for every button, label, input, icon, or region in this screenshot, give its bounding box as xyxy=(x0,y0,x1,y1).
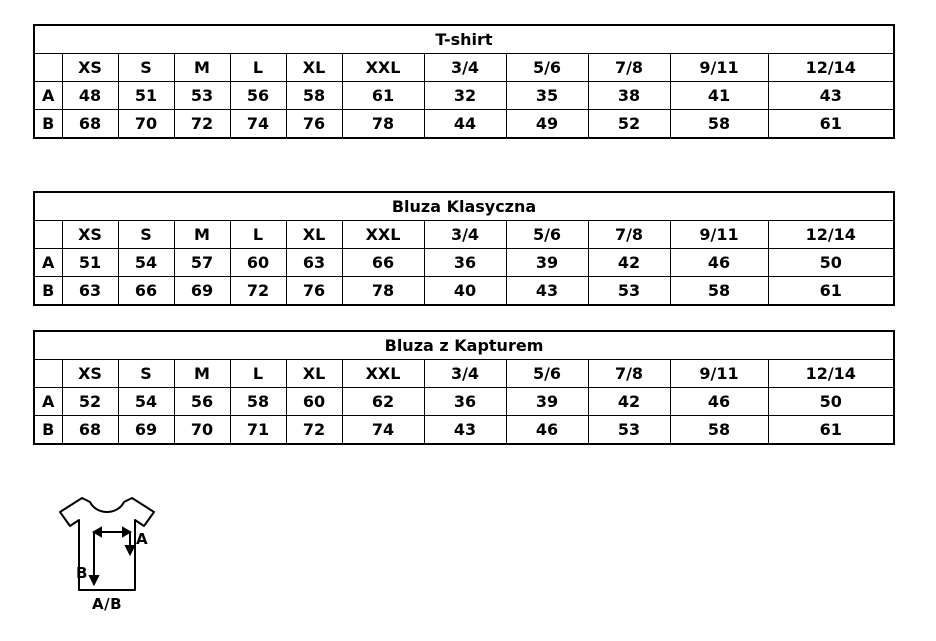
cell: 72 xyxy=(230,277,286,306)
cell: 43 xyxy=(506,277,588,306)
row-label: B xyxy=(34,277,62,306)
corner-cell xyxy=(34,360,62,388)
table-title-row xyxy=(34,331,894,360)
cell: 61 xyxy=(768,416,894,445)
cell: 72 xyxy=(286,416,342,445)
cell: 63 xyxy=(62,277,118,306)
cell: 76 xyxy=(286,110,342,139)
cell: 57 xyxy=(174,249,230,277)
cell: 51 xyxy=(62,249,118,277)
table-row xyxy=(34,277,894,306)
column-header: M xyxy=(174,360,230,388)
cell: 52 xyxy=(62,388,118,416)
table-title-row xyxy=(34,25,894,54)
cell: 61 xyxy=(768,110,894,139)
cell: 72 xyxy=(174,110,230,139)
cell: 44 xyxy=(424,110,506,139)
cell: 71 xyxy=(230,416,286,445)
table-title-row xyxy=(34,192,894,221)
cell: 68 xyxy=(62,416,118,445)
column-header: 5/6 xyxy=(506,360,588,388)
cell: 32 xyxy=(424,82,506,110)
table-title: Bluza Klasyczna xyxy=(34,192,894,221)
column-header: S xyxy=(118,221,174,249)
column-header: 7/8 xyxy=(588,54,670,82)
cell: 39 xyxy=(506,388,588,416)
cell: 35 xyxy=(506,82,588,110)
diagram-label-a: A xyxy=(136,530,148,548)
corner-cell xyxy=(34,54,62,82)
table-row xyxy=(34,416,894,445)
cell: 53 xyxy=(174,82,230,110)
cell: 70 xyxy=(174,416,230,445)
cell: 46 xyxy=(670,388,768,416)
cell: 58 xyxy=(670,277,768,306)
table-row xyxy=(34,110,894,139)
cell: 69 xyxy=(118,416,174,445)
cell: 42 xyxy=(588,249,670,277)
cell: 58 xyxy=(286,82,342,110)
column-header: M xyxy=(174,54,230,82)
cell: 78 xyxy=(342,110,424,139)
cell: 69 xyxy=(174,277,230,306)
cell: 46 xyxy=(506,416,588,445)
cell: 40 xyxy=(424,277,506,306)
column-header: 9/11 xyxy=(670,221,768,249)
diagram-caption: A/B xyxy=(91,595,123,613)
cell: 78 xyxy=(342,277,424,306)
table-header-row xyxy=(34,54,894,82)
page-title: T-shirt xyxy=(34,25,894,54)
cell: 66 xyxy=(342,249,424,277)
cell: 49 xyxy=(506,110,588,139)
row-label: A xyxy=(34,388,62,416)
table-row xyxy=(34,388,894,416)
cell: 39 xyxy=(506,249,588,277)
cell: 58 xyxy=(670,416,768,445)
column-header: 5/6 xyxy=(506,221,588,249)
cell: 74 xyxy=(230,110,286,139)
column-header: 9/11 xyxy=(670,360,768,388)
column-header: XS xyxy=(62,360,118,388)
cell: 50 xyxy=(768,249,894,277)
cell: 62 xyxy=(342,388,424,416)
cell: 53 xyxy=(588,277,670,306)
column-header: 12/14 xyxy=(768,221,894,249)
table-row xyxy=(34,82,894,110)
column-header: 7/8 xyxy=(588,221,670,249)
row-label: B xyxy=(34,416,62,445)
size-table-bluza-klasyczna xyxy=(33,191,895,306)
cell: 68 xyxy=(62,110,118,139)
table-row xyxy=(34,249,894,277)
cell: 58 xyxy=(230,388,286,416)
cell: 61 xyxy=(342,82,424,110)
cell: 51 xyxy=(118,82,174,110)
cell: 58 xyxy=(670,110,768,139)
cell: 43 xyxy=(424,416,506,445)
cell: 53 xyxy=(588,416,670,445)
cell: 41 xyxy=(670,82,768,110)
cell: 60 xyxy=(230,249,286,277)
column-header: 9/11 xyxy=(670,54,768,82)
cell: 36 xyxy=(424,388,506,416)
column-header: S xyxy=(118,360,174,388)
size-table-bluza-z-kapturem xyxy=(33,330,895,445)
column-header: XXL xyxy=(342,360,424,388)
row-label: B xyxy=(34,110,62,139)
table-header-row xyxy=(34,360,894,388)
cell: 50 xyxy=(768,388,894,416)
column-header: 3/4 xyxy=(424,221,506,249)
cell: 54 xyxy=(118,249,174,277)
column-header: M xyxy=(174,221,230,249)
column-header: XL xyxy=(286,360,342,388)
column-header: XS xyxy=(62,221,118,249)
cell: 56 xyxy=(174,388,230,416)
column-header: XL xyxy=(286,221,342,249)
cell: 66 xyxy=(118,277,174,306)
cell: 56 xyxy=(230,82,286,110)
column-header: 3/4 xyxy=(424,54,506,82)
cell: 52 xyxy=(588,110,670,139)
cell: 70 xyxy=(118,110,174,139)
cell: 61 xyxy=(768,277,894,306)
column-header: XXL xyxy=(342,54,424,82)
cell: 63 xyxy=(286,249,342,277)
column-header: S xyxy=(118,54,174,82)
column-header: 5/6 xyxy=(506,54,588,82)
diagram-label-b: B xyxy=(76,564,88,582)
cell: 60 xyxy=(286,388,342,416)
cell: 74 xyxy=(342,416,424,445)
column-header: 3/4 xyxy=(424,360,506,388)
column-header: XL xyxy=(286,54,342,82)
table-header-row xyxy=(34,221,894,249)
size-table-tshirt xyxy=(33,24,895,139)
row-label: A xyxy=(34,82,62,110)
row-label: A xyxy=(34,249,62,277)
corner-cell xyxy=(34,221,62,249)
cell: 54 xyxy=(118,388,174,416)
cell: 38 xyxy=(588,82,670,110)
cell: 76 xyxy=(286,277,342,306)
cell: 46 xyxy=(670,249,768,277)
column-header: 12/14 xyxy=(768,54,894,82)
column-header: 7/8 xyxy=(588,360,670,388)
column-header: XXL xyxy=(342,221,424,249)
cell: 43 xyxy=(768,82,894,110)
table-title: Bluza z Kapturem xyxy=(34,331,894,360)
cell: 36 xyxy=(424,249,506,277)
cell: 42 xyxy=(588,388,670,416)
column-header: L xyxy=(230,360,286,388)
cell: 48 xyxy=(62,82,118,110)
column-header: L xyxy=(230,54,286,82)
column-header: L xyxy=(230,221,286,249)
column-header: 12/14 xyxy=(768,360,894,388)
column-header: XS xyxy=(62,54,118,82)
